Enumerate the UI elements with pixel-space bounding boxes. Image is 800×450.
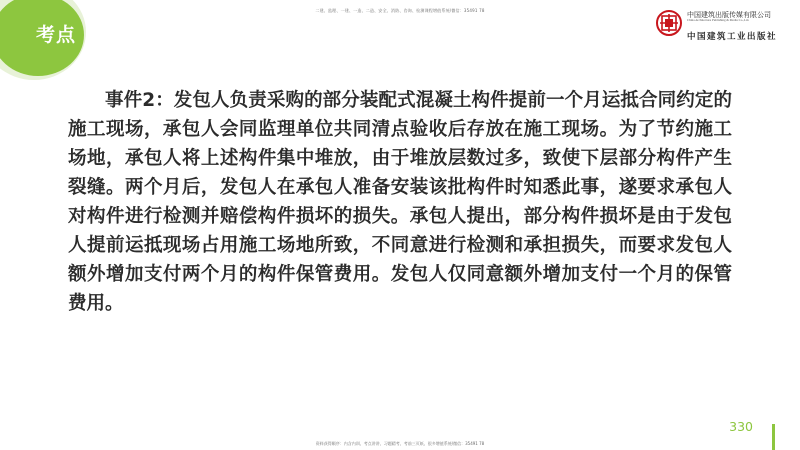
bottom-note: 资料获得顺序：内含内训、考点讲讲、习题精考、考前三页纸、很多增值系统/微信：35491 78 — [315, 441, 485, 446]
publisher-name-en: China Architecture Publishing & Media Co.,Ltd. — [687, 18, 750, 22]
publisher-name-cn-calligraphy: 中国建筑工业出版社 — [687, 32, 778, 42]
case-paragraph: 事件2：发包人负责采购的部分装配式混凝土构件提前一个月运抵合同约定的施工现场，承包人会同监理单位共同清点验收后存放在施工现场。为了节约施工场地，承包人将上述构件集中堆放，由于堆放层数过多，致使下层部分构件产生裂缝。两个月后，发包人在承包人准备安装该批构件时知悉此事，遂要求承包人对构件进行检测并赔偿构件损坏的损失。承包人提出，部分构件损坏是由于发包人提前运抵现场占用施工场地所致，不同意进行检测和承担损失，而要求发包人额外增加支付两个月的构件保管费用。发包人仅同意额外增加支付一个月的保管费用。 — [68, 90, 732, 314]
publisher-logo-icon — [656, 10, 682, 36]
badge-label: 考点 — [36, 24, 77, 46]
publisher-name-cn: 中国建筑出版传媒有限公司 — [687, 11, 771, 19]
publisher-logo-block — [656, 8, 778, 44]
page-number: 330 — [729, 419, 753, 434]
top-note: 二建、监理、一建、一造、二造、安全、消防、咨询、检测课程增值系统/微信：35491 78 — [315, 8, 485, 13]
